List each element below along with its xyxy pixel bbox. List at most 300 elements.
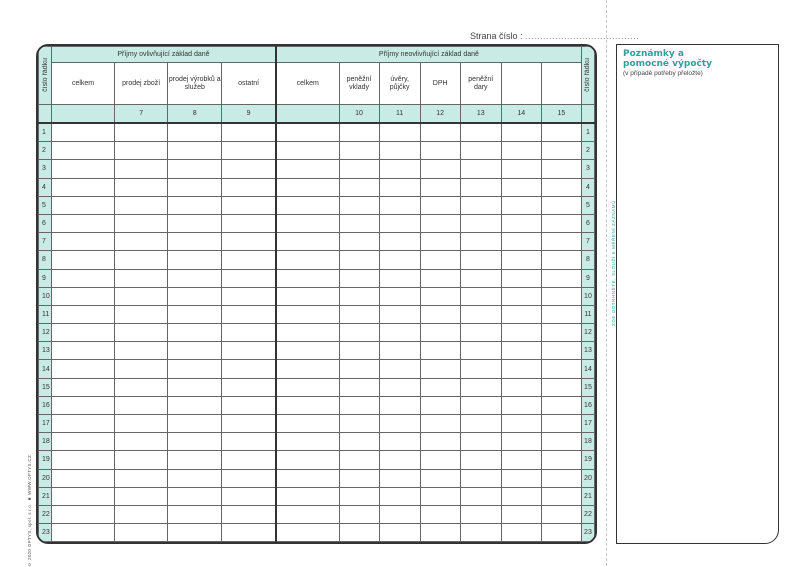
entry-cell[interactable] xyxy=(222,378,276,396)
entry-cell[interactable] xyxy=(420,433,460,451)
entry-cell[interactable] xyxy=(276,524,339,542)
entry-cell[interactable] xyxy=(501,360,541,378)
column-header-goods-sales: prodej zboží xyxy=(115,63,168,105)
entry-cell[interactable] xyxy=(460,233,501,251)
entry-cell[interactable] xyxy=(168,505,222,523)
column-number: 14 xyxy=(501,105,541,124)
column-number-corner-right xyxy=(581,105,594,124)
entry-cell[interactable] xyxy=(115,324,168,342)
entry-cell[interactable] xyxy=(420,160,460,178)
entry-cell[interactable] xyxy=(339,123,379,142)
entry-cell[interactable] xyxy=(501,469,541,487)
entry-cell[interactable] xyxy=(541,415,581,433)
table-row xyxy=(39,196,595,214)
entry-cell[interactable] xyxy=(501,214,541,232)
entry-cell[interactable] xyxy=(276,324,339,342)
entry-cell[interactable] xyxy=(339,196,379,214)
entry-cell[interactable] xyxy=(222,287,276,305)
entry-cell[interactable] xyxy=(168,214,222,232)
entry-cell[interactable] xyxy=(168,324,222,342)
entry-cell[interactable] xyxy=(222,469,276,487)
entry-cell[interactable] xyxy=(115,360,168,378)
entry-cell[interactable] xyxy=(379,396,420,414)
entry-cell[interactable] xyxy=(379,451,420,469)
notes-subtitle: (v případě potřeby přeložte) xyxy=(623,70,703,77)
entry-cell[interactable] xyxy=(276,378,339,396)
entry-cell[interactable] xyxy=(460,360,501,378)
entry-cell[interactable] xyxy=(115,469,168,487)
entry-cell[interactable] xyxy=(339,451,379,469)
row-number-right: 13 xyxy=(581,342,594,360)
entry-cell[interactable] xyxy=(52,487,115,505)
entry-cell[interactable] xyxy=(52,324,115,342)
entry-cell[interactable] xyxy=(168,524,222,542)
entry-cell[interactable] xyxy=(222,269,276,287)
entry-cell[interactable] xyxy=(168,305,222,323)
entry-cell[interactable] xyxy=(115,123,168,142)
entry-cell[interactable] xyxy=(460,142,501,160)
entry-cell[interactable] xyxy=(420,287,460,305)
entry-cell[interactable] xyxy=(379,433,420,451)
entry-cell[interactable] xyxy=(460,324,501,342)
entry-cell[interactable] xyxy=(379,469,420,487)
entry-cell[interactable] xyxy=(420,142,460,160)
entry-cell[interactable] xyxy=(222,342,276,360)
row-number-right: 20 xyxy=(581,469,594,487)
column-number: 10 xyxy=(339,105,379,124)
entry-cell[interactable] xyxy=(222,214,276,232)
table-row xyxy=(39,305,595,323)
entry-cell[interactable] xyxy=(276,142,339,160)
row-number-right: 12 xyxy=(581,324,594,342)
entry-cell[interactable] xyxy=(420,178,460,196)
entry-cell[interactable] xyxy=(115,196,168,214)
entry-cell[interactable] xyxy=(541,360,581,378)
row-number-right: 19 xyxy=(581,451,594,469)
entry-cell[interactable] xyxy=(420,378,460,396)
entry-cell[interactable] xyxy=(276,396,339,414)
entry-cell[interactable] xyxy=(52,269,115,287)
entry-cell[interactable] xyxy=(222,233,276,251)
entry-cell[interactable] xyxy=(52,469,115,487)
entry-cell[interactable] xyxy=(52,433,115,451)
entry-cell[interactable] xyxy=(52,142,115,160)
entry-cell[interactable] xyxy=(541,123,581,142)
entry-cell[interactable] xyxy=(222,396,276,414)
entry-cell[interactable] xyxy=(168,287,222,305)
entry-cell[interactable] xyxy=(339,214,379,232)
column-header-products-services: prodej výrobků a služeb xyxy=(168,63,222,105)
entry-cell[interactable] xyxy=(379,233,420,251)
entry-cell[interactable] xyxy=(501,287,541,305)
table-row xyxy=(39,142,595,160)
entry-cell[interactable] xyxy=(168,469,222,487)
entry-cell[interactable] xyxy=(339,269,379,287)
entry-cell[interactable] xyxy=(52,233,115,251)
entry-cell[interactable] xyxy=(168,196,222,214)
entry-cell[interactable] xyxy=(541,342,581,360)
entry-cell[interactable] xyxy=(115,378,168,396)
column-header-deposits: peněžní vklady xyxy=(339,63,379,105)
entry-cell[interactable] xyxy=(541,251,581,269)
entry-cell[interactable] xyxy=(420,451,460,469)
entry-cell[interactable] xyxy=(276,415,339,433)
entry-cell[interactable] xyxy=(420,269,460,287)
entry-cell[interactable] xyxy=(276,469,339,487)
entry-cell[interactable] xyxy=(541,396,581,414)
entry-cell[interactable] xyxy=(501,305,541,323)
entry-cell[interactable] xyxy=(276,360,339,378)
entry-cell[interactable] xyxy=(115,178,168,196)
entry-cell[interactable] xyxy=(339,505,379,523)
entry-cell[interactable] xyxy=(222,524,276,542)
entry-cell[interactable] xyxy=(276,196,339,214)
row-number-right: 7 xyxy=(581,233,594,251)
entry-cell[interactable] xyxy=(379,287,420,305)
page-number-field[interactable]: ...................................... xyxy=(525,31,640,41)
entry-cell[interactable] xyxy=(420,214,460,232)
entry-cell[interactable] xyxy=(541,142,581,160)
row-number-left: 1 xyxy=(39,123,52,142)
entry-cell[interactable] xyxy=(115,505,168,523)
row-number-right: 8 xyxy=(581,251,594,269)
entry-cell[interactable] xyxy=(460,123,501,142)
entry-cell[interactable] xyxy=(276,505,339,523)
entry-cell[interactable] xyxy=(460,305,501,323)
entry-cell[interactable] xyxy=(168,451,222,469)
entry-cell[interactable] xyxy=(115,287,168,305)
entry-cell[interactable] xyxy=(168,360,222,378)
table-row xyxy=(39,178,595,196)
entry-cell[interactable] xyxy=(501,123,541,142)
row-number-left: 22 xyxy=(39,505,52,523)
entry-cell[interactable] xyxy=(339,378,379,396)
entry-cell[interactable] xyxy=(339,396,379,414)
entry-cell[interactable] xyxy=(115,142,168,160)
entry-cell[interactable] xyxy=(541,487,581,505)
entry-cell[interactable] xyxy=(339,178,379,196)
table-row xyxy=(39,233,595,251)
entry-cell[interactable] xyxy=(339,360,379,378)
entry-cell[interactable] xyxy=(460,469,501,487)
row-number-right: 22 xyxy=(581,505,594,523)
entry-cell[interactable] xyxy=(379,505,420,523)
entry-cell[interactable] xyxy=(420,469,460,487)
entry-cell[interactable] xyxy=(52,451,115,469)
entry-cell[interactable] xyxy=(460,524,501,542)
entry-cell[interactable] xyxy=(541,287,581,305)
entry-cell[interactable] xyxy=(339,251,379,269)
entry-cell[interactable] xyxy=(276,342,339,360)
entry-cell[interactable] xyxy=(460,415,501,433)
entry-cell[interactable] xyxy=(168,396,222,414)
entry-cell[interactable] xyxy=(420,123,460,142)
entry-cell[interactable] xyxy=(460,287,501,305)
entry-cell[interactable] xyxy=(276,123,339,142)
entry-cell[interactable] xyxy=(276,214,339,232)
column-number: 11 xyxy=(379,105,420,124)
entry-cell[interactable] xyxy=(52,178,115,196)
entry-cell[interactable] xyxy=(420,415,460,433)
entry-cell[interactable] xyxy=(52,415,115,433)
entry-cell[interactable] xyxy=(339,415,379,433)
entry-cell[interactable] xyxy=(420,324,460,342)
entry-cell[interactable] xyxy=(501,196,541,214)
entry-cell[interactable] xyxy=(541,505,581,523)
entry-cell[interactable] xyxy=(168,233,222,251)
entry-cell[interactable] xyxy=(420,396,460,414)
entry-cell[interactable] xyxy=(460,178,501,196)
entry-cell[interactable] xyxy=(501,160,541,178)
entry-cell[interactable] xyxy=(541,305,581,323)
entry-cell[interactable] xyxy=(501,487,541,505)
entry-cell[interactable] xyxy=(222,451,276,469)
entry-cell[interactable] xyxy=(501,451,541,469)
entry-cell[interactable] xyxy=(168,178,222,196)
entry-cell[interactable] xyxy=(276,305,339,323)
entry-cell[interactable] xyxy=(52,251,115,269)
entry-cell[interactable] xyxy=(52,524,115,542)
entry-cell[interactable] xyxy=(222,360,276,378)
entry-cell[interactable] xyxy=(339,487,379,505)
row-number-left: 21 xyxy=(39,487,52,505)
notes-panel[interactable] xyxy=(616,44,779,544)
entry-cell[interactable] xyxy=(541,269,581,287)
entry-cell[interactable] xyxy=(501,233,541,251)
entry-cell[interactable] xyxy=(222,305,276,323)
entry-cell[interactable] xyxy=(379,251,420,269)
entry-cell[interactable] xyxy=(222,251,276,269)
row-number-right: 5 xyxy=(581,196,594,214)
entry-cell[interactable] xyxy=(115,214,168,232)
entry-cell[interactable] xyxy=(168,160,222,178)
entry-cell[interactable] xyxy=(168,415,222,433)
entry-cell[interactable] xyxy=(276,433,339,451)
entry-cell[interactable] xyxy=(115,487,168,505)
entry-cell[interactable] xyxy=(379,305,420,323)
entry-cell[interactable] xyxy=(115,342,168,360)
entry-cell[interactable] xyxy=(339,342,379,360)
entry-cell[interactable] xyxy=(52,305,115,323)
row-number-right: 4 xyxy=(581,178,594,196)
entry-cell[interactable] xyxy=(339,160,379,178)
entry-cell[interactable] xyxy=(420,342,460,360)
entry-cell[interactable] xyxy=(420,251,460,269)
notes-title: Poznámky a pomocné výpočty xyxy=(623,49,713,69)
entry-cell[interactable] xyxy=(541,524,581,542)
entry-cell[interactable] xyxy=(339,324,379,342)
entry-cell[interactable] xyxy=(501,269,541,287)
entry-cell[interactable] xyxy=(379,160,420,178)
entry-cell[interactable] xyxy=(420,505,460,523)
entry-cell[interactable] xyxy=(541,378,581,396)
entry-cell[interactable] xyxy=(541,233,581,251)
table-row xyxy=(39,415,595,433)
entry-cell[interactable] xyxy=(420,196,460,214)
entry-cell[interactable] xyxy=(541,178,581,196)
entry-cell[interactable] xyxy=(339,287,379,305)
row-number-left: 18 xyxy=(39,433,52,451)
entry-cell[interactable] xyxy=(222,324,276,342)
entry-cell[interactable] xyxy=(222,160,276,178)
entry-cell[interactable] xyxy=(379,378,420,396)
entry-cell[interactable] xyxy=(501,178,541,196)
entry-cell[interactable] xyxy=(52,378,115,396)
entry-cell[interactable] xyxy=(501,324,541,342)
entry-cell[interactable] xyxy=(115,305,168,323)
entry-cell[interactable] xyxy=(379,415,420,433)
entry-cell[interactable] xyxy=(168,487,222,505)
entry-cell[interactable] xyxy=(379,342,420,360)
entry-cell[interactable] xyxy=(501,378,541,396)
entry-cell[interactable] xyxy=(52,160,115,178)
entry-cell[interactable] xyxy=(379,324,420,342)
entry-cell[interactable] xyxy=(501,524,541,542)
entry-cell[interactable] xyxy=(339,524,379,542)
entry-cell[interactable] xyxy=(541,214,581,232)
entry-cell[interactable] xyxy=(501,415,541,433)
entry-cell[interactable] xyxy=(168,123,222,142)
entry-cell[interactable] xyxy=(222,433,276,451)
entry-cell[interactable] xyxy=(379,178,420,196)
entry-cell[interactable] xyxy=(115,524,168,542)
entry-cell[interactable] xyxy=(460,269,501,287)
entry-cell[interactable] xyxy=(222,142,276,160)
entry-cell[interactable] xyxy=(460,505,501,523)
entry-cell[interactable] xyxy=(115,415,168,433)
entry-cell[interactable] xyxy=(339,233,379,251)
entry-cell[interactable] xyxy=(222,415,276,433)
page-number-label xyxy=(470,31,639,41)
entry-cell[interactable] xyxy=(52,360,115,378)
entry-cell[interactable] xyxy=(115,269,168,287)
entry-cell[interactable] xyxy=(420,487,460,505)
entry-cell[interactable] xyxy=(460,342,501,360)
entry-cell[interactable] xyxy=(276,160,339,178)
entry-cell[interactable] xyxy=(222,196,276,214)
entry-cell[interactable] xyxy=(541,433,581,451)
entry-cell[interactable] xyxy=(52,342,115,360)
entry-cell[interactable] xyxy=(276,178,339,196)
entry-cell[interactable] xyxy=(460,251,501,269)
column-number: 15 xyxy=(541,105,581,124)
entry-cell[interactable] xyxy=(276,251,339,269)
entry-cell[interactable] xyxy=(168,251,222,269)
page-number-text: Strana číslo : xyxy=(470,31,523,41)
entry-cell[interactable] xyxy=(541,451,581,469)
entry-cell[interactable] xyxy=(501,505,541,523)
column-header-blank-14 xyxy=(501,63,541,105)
entry-cell[interactable] xyxy=(52,287,115,305)
table-row xyxy=(39,214,595,232)
entry-cell[interactable] xyxy=(115,433,168,451)
entry-cell[interactable] xyxy=(276,451,339,469)
entry-cell[interactable] xyxy=(168,378,222,396)
entry-cell[interactable] xyxy=(379,214,420,232)
entry-cell[interactable] xyxy=(420,360,460,378)
entry-cell[interactable] xyxy=(115,233,168,251)
entry-cell[interactable] xyxy=(115,396,168,414)
entry-cell[interactable] xyxy=(379,196,420,214)
entry-cell[interactable] xyxy=(339,305,379,323)
entry-cell[interactable] xyxy=(222,487,276,505)
entry-cell[interactable] xyxy=(501,142,541,160)
entry-cell[interactable] xyxy=(339,142,379,160)
entry-cell[interactable] xyxy=(501,342,541,360)
copyright-text: © 2020 OPTYS, spol. s r.o. ■ WWW.OPTYS.CZ xyxy=(27,455,32,567)
entry-cell[interactable] xyxy=(420,233,460,251)
row-number-right: 14 xyxy=(581,360,594,378)
entry-cell[interactable] xyxy=(168,142,222,160)
entry-cell[interactable] xyxy=(276,269,339,287)
entry-cell[interactable] xyxy=(460,451,501,469)
row-number-right: 18 xyxy=(581,433,594,451)
table-row xyxy=(39,524,595,542)
entry-cell[interactable] xyxy=(379,142,420,160)
entry-cell[interactable] xyxy=(379,524,420,542)
entry-cell[interactable] xyxy=(222,505,276,523)
entry-cell[interactable] xyxy=(168,433,222,451)
entry-cell[interactable] xyxy=(541,324,581,342)
entry-cell[interactable] xyxy=(168,269,222,287)
entry-cell[interactable] xyxy=(222,123,276,142)
entry-cell[interactable] xyxy=(276,233,339,251)
entry-cell[interactable] xyxy=(52,214,115,232)
entry-cell[interactable] xyxy=(222,178,276,196)
entry-cell[interactable] xyxy=(501,433,541,451)
table-row xyxy=(39,505,595,523)
table-row xyxy=(39,287,595,305)
entry-cell[interactable] xyxy=(379,269,420,287)
entry-cell[interactable] xyxy=(276,287,339,305)
entry-cell[interactable] xyxy=(460,396,501,414)
entry-cell[interactable] xyxy=(379,487,420,505)
entry-cell[interactable] xyxy=(501,251,541,269)
entry-cell[interactable] xyxy=(460,160,501,178)
entry-cell[interactable] xyxy=(115,160,168,178)
row-number-right: 15 xyxy=(581,378,594,396)
entry-cell[interactable] xyxy=(379,123,420,142)
entry-cell[interactable] xyxy=(541,160,581,178)
entry-cell[interactable] xyxy=(460,214,501,232)
entry-cell[interactable] xyxy=(339,433,379,451)
entry-cell[interactable] xyxy=(379,360,420,378)
row-number-left: 7 xyxy=(39,233,52,251)
entry-cell[interactable] xyxy=(276,487,339,505)
entry-cell[interactable] xyxy=(420,305,460,323)
row-number-left: 15 xyxy=(39,378,52,396)
entry-cell[interactable] xyxy=(115,251,168,269)
entry-cell[interactable] xyxy=(115,451,168,469)
entry-cell[interactable] xyxy=(52,505,115,523)
entry-cell[interactable] xyxy=(460,487,501,505)
entry-cell[interactable] xyxy=(460,196,501,214)
table-row xyxy=(39,269,595,287)
entry-cell[interactable] xyxy=(168,342,222,360)
entry-cell[interactable] xyxy=(339,469,379,487)
entry-cell[interactable] xyxy=(501,396,541,414)
entry-cell[interactable] xyxy=(541,469,581,487)
entry-cell[interactable] xyxy=(460,378,501,396)
entry-cell[interactable] xyxy=(420,524,460,542)
entry-cell[interactable] xyxy=(460,433,501,451)
row-number-right: 16 xyxy=(581,396,594,414)
entry-cell[interactable] xyxy=(541,196,581,214)
entry-cell[interactable] xyxy=(52,123,115,142)
entry-cell[interactable] xyxy=(52,396,115,414)
row-number-left: 4 xyxy=(39,178,52,196)
entry-cell[interactable] xyxy=(52,196,115,214)
